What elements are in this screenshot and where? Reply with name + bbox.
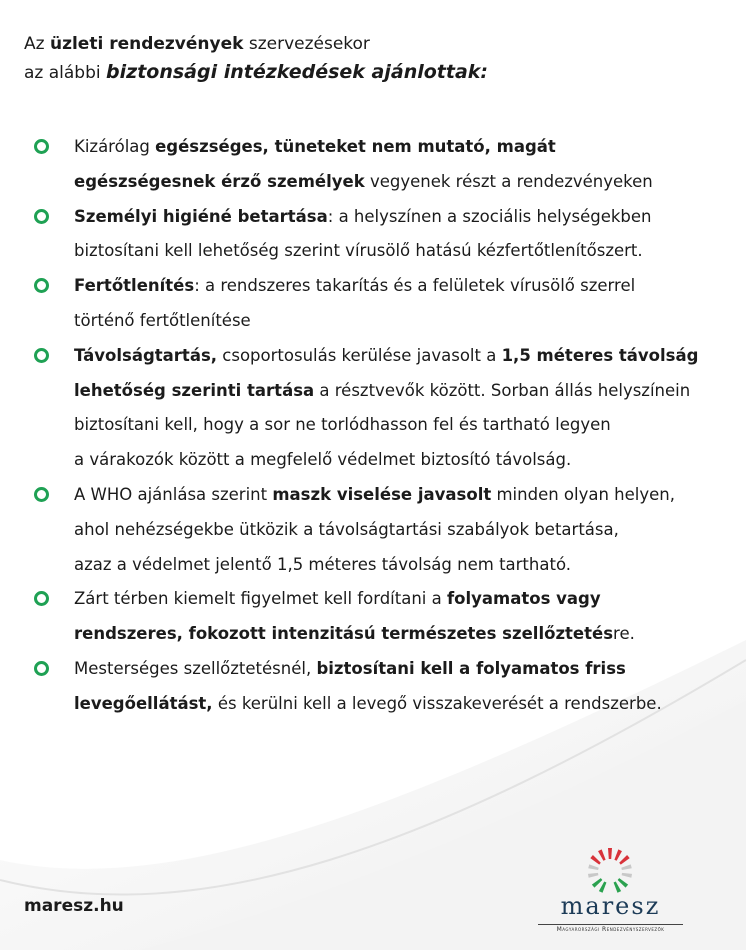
emphasis-text: egészséges, tüneteket nem mutató, magát [155, 137, 556, 156]
list-item-line [74, 478, 724, 513]
intro-bold-italic: biztonsági intézkedések ajánlottak: [106, 61, 489, 83]
emphasis-text: Személyi higiéné betartása [74, 206, 328, 226]
list-item-line [74, 374, 724, 409]
intro-text: szervezésekor [243, 34, 370, 54]
list-item-line [74, 200, 724, 235]
list-item-line [74, 513, 724, 548]
hollow-circle-icon [34, 487, 49, 502]
body-text: vegyenek részt a rendezvényeken [364, 171, 653, 191]
body-text: re. [613, 624, 635, 644]
body-text: Mesterséges szellőztetésnél, [74, 658, 317, 678]
list-item-line [74, 339, 724, 374]
logo-wordmark: maresz [560, 892, 661, 920]
hollow-circle-icon [34, 348, 49, 363]
body-text: történő fertőtlenítése [74, 310, 251, 330]
intro-text: Az [24, 34, 50, 54]
list-item-line [74, 687, 724, 722]
body-text: : a rendszeres takarítás és a felületek vírusölő szerrel [194, 276, 636, 296]
body-text: Kizárólag [74, 137, 156, 156]
list-item-line [74, 269, 724, 304]
body-text: azaz a védelmet jelentő 1,5 méteres távolság nem tartható. [74, 554, 571, 574]
body-text: A WHO ajánlása szerint [74, 484, 273, 504]
list-item [34, 582, 724, 652]
list-item-line [74, 443, 724, 478]
body-text: a résztvevők között. Sorban állás helyszínein [314, 380, 691, 400]
emphasis-text: maszk viselése javasolt [272, 484, 492, 504]
emphasis-text: Távolságtartás, [74, 345, 218, 365]
intro-line-2 [24, 58, 488, 87]
hollow-circle-icon [34, 139, 49, 154]
emphasis-text: Fertőtlenítés [74, 276, 195, 296]
website-link[interactable]: maresz.hu [24, 896, 124, 916]
list-item [34, 130, 724, 200]
list-item-line [74, 548, 724, 583]
list-item-line [74, 582, 724, 617]
maresz-logo-icon [584, 846, 636, 894]
list-item [34, 269, 724, 339]
emphasis-text: egészségesnek érző személyek [74, 171, 365, 191]
body-text: minden olyan helyen, [491, 484, 675, 504]
emphasis-text: levegőellátást, [74, 693, 213, 713]
body-text: Zárt térben kiemelt figyelmet kell fordítani a [74, 589, 447, 609]
measures-list [34, 130, 724, 722]
list-item-line [74, 617, 724, 652]
hollow-circle-icon [34, 209, 49, 224]
list-item-line [74, 408, 724, 443]
list-item-line [74, 165, 724, 200]
emphasis-text: rendszeres, fokozott intenzitású természetes szellőztetés [74, 624, 614, 644]
list-item [34, 339, 724, 478]
body-text: : a helyszínen a szociális helységekben [327, 206, 652, 226]
list-item-line [74, 234, 724, 269]
list-item [34, 200, 724, 270]
intro-line-1 [24, 30, 488, 58]
intro-text: az alábbi [24, 63, 107, 83]
body-text: biztosítani kell lehetőség szerint vírusölő hatású kézfertőtlenítőszert. [74, 241, 643, 261]
hollow-circle-icon [34, 661, 49, 676]
intro-bold: üzleti rendezvények [49, 34, 244, 54]
logo-subtitle: Magyarországi Rendezvényszervezők [556, 926, 665, 933]
emphasis-text: lehetőség szerinti tartása [74, 380, 315, 400]
body-text: csoportosulás kerülése javasolt a [217, 345, 502, 365]
body-text: a várakozók között a megfelelő védelmet biztosító távolság. [74, 450, 572, 470]
list-item-line [74, 130, 724, 165]
logo-divider [538, 924, 683, 925]
list-item [34, 478, 724, 582]
maresz-logo [538, 846, 683, 946]
list-item [34, 652, 724, 722]
intro-heading [24, 30, 488, 87]
hollow-circle-icon [34, 278, 49, 293]
emphasis-text: biztosítani kell a folyamatos friss [316, 658, 626, 678]
emphasis-text: folyamatos vagy [446, 589, 601, 609]
hollow-circle-icon [34, 591, 49, 606]
emphasis-text: 1,5 méteres távolság [501, 345, 699, 365]
body-text: biztosítani kell, hogy a sor ne torlódhasson fel és tartható legyen [74, 415, 611, 435]
body-text: és kerülni kell a levegő visszakeverését a rendszerbe. [212, 693, 662, 713]
list-item-line [74, 652, 724, 687]
body-text: ahol nehézségekbe ütközik a távolságtartási szabályok betartása, [74, 519, 619, 539]
list-item-line [74, 304, 724, 339]
